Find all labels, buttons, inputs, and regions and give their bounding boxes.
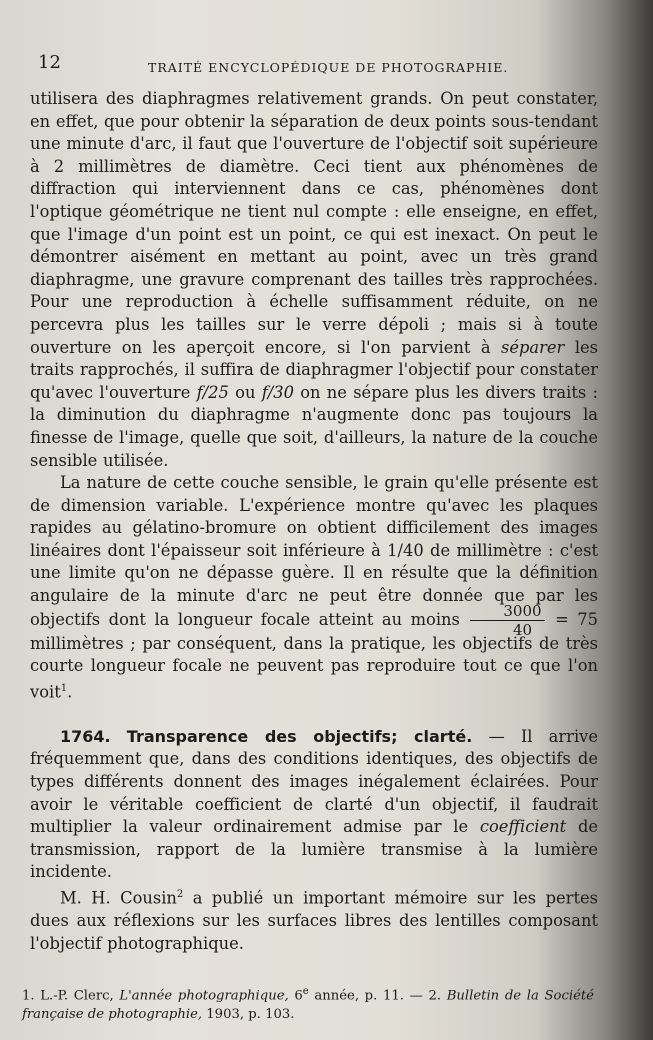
footnote-text: 6 (294, 988, 303, 1004)
text-run: La nature de cette couche sensible, le grain qu'elle présente est de dimension variable. L'expérience montre qu'avec les plaques rapides au gélatino-bromure on obtient difficilement des images linéaires dont l'épaisseur soit inférieure à 1/40 de millimètre : c'est une limite qu'on ne dépasse guère. Il en résulte que la définition angulaire de la minute d'arc ne peut être donnée que par les objectifs dont la longueur focale atteint au moins (30, 473, 598, 629)
text-run: de transmission, rapport de la lumière transmise à la lumière incidente. (30, 817, 598, 882)
footnote-text: année, p. 11. — 2. (314, 988, 442, 1004)
main-text (30, 88, 598, 955)
paragraph-sensitive-layer (30, 472, 598, 704)
text-run: utilisera des diaphragmes relativement grands. On peut constater, en effet, que pour obtenir la séparation de deux points sous-tendant une minute d'arc, il faut que l'ouverture de l'objectif soit supérieure à 2 millimètres de diamètre. Ceci tient aux phénomènes de diffraction qui interviennent dans ce cas, phénomènes dont l'optique géométrique ne tient nul compte : elle enseigne, en effet, que l'image d'un point est un point, ce qui est inexact. On peut le démontrer aisément en mettant au point, avec un très grand diaphragme, une gravure comprenant des tailles très rapprochées. Pour une reproduction à échelle suffisamment réduite, on ne percevra plus les tailles sur le verre dépoli ; mais si à toute ouverture on les aperçoit encore, si l'on parvient à (30, 89, 598, 357)
text-run: a publié un important mémoire sur les pertes dues aux réflexions sur les surfaces libres des lentilles composant l'objectif photographique. (30, 888, 598, 953)
paragraph-cousin (30, 884, 598, 955)
text-run: . (67, 682, 73, 702)
text-run: — Il arrive fréquemment que, dans des conditions identiques, des objectifs de types différents donnent des images inégalement éclairées. Pour avoir le véritable coefficient de clarté d'un objectif, il faudrait multiplier la valeur ordinairement admise par le (30, 726, 598, 837)
text-run: on ne sépare plus les divers traits : la diminution du diaphragme n'augmente donc pas toujours la finesse de l'image, quelle que soit, d'ailleurs, la nature de la couche sensible utilisée. (30, 382, 598, 470)
aperture-value: f/25 (196, 382, 229, 402)
fraction-denominator: 40 (512, 620, 533, 639)
footnotes (22, 982, 594, 1024)
emphasis-separer: séparer (501, 337, 565, 357)
footnote-title: Bulletin de la Société française de photographie, (22, 988, 594, 1023)
text-run: ou (235, 382, 256, 402)
section-spacer (30, 704, 598, 726)
section-1764 (30, 726, 598, 884)
emphasis-coefficient: coefficient (479, 817, 567, 837)
footnote-text: 1903, p. 103. (206, 1007, 295, 1023)
fraction-numerator: 3000 (470, 602, 544, 621)
section-number: 1764. (60, 726, 111, 746)
footnote-marker: 1 (60, 682, 68, 694)
footnote-title: L'année photographique, (119, 988, 289, 1004)
page-header (38, 52, 600, 76)
footnote-marker: 2 (176, 889, 184, 901)
section-title: Transparence des objectifs; clarté. (126, 726, 473, 746)
footnote-text: 1. L.-P. Clerc, (22, 988, 114, 1004)
running-title: TRAITÉ ENCYCLOPÉDIQUE DE PHOTOGRAPHIE. (148, 60, 509, 75)
text-run: M. H. Cousin (60, 888, 177, 908)
footnote-superscript: e (302, 986, 309, 997)
text-run: par conséquent, dans la pratique, les objectifs de très courte longueur focale ne peuvent pas reproduire tout ce que l'on voit (30, 633, 599, 702)
page-number: 12 (38, 52, 61, 73)
equation-result: = 75 millimètres ; (30, 609, 598, 653)
text-run: les traits rapprochés, il suffira de diaphragmer l'objectif pour constater qu'avec l'ouverture (30, 337, 599, 402)
paragraph-diaphragm (30, 88, 598, 472)
aperture-value: f/30 (261, 382, 294, 402)
